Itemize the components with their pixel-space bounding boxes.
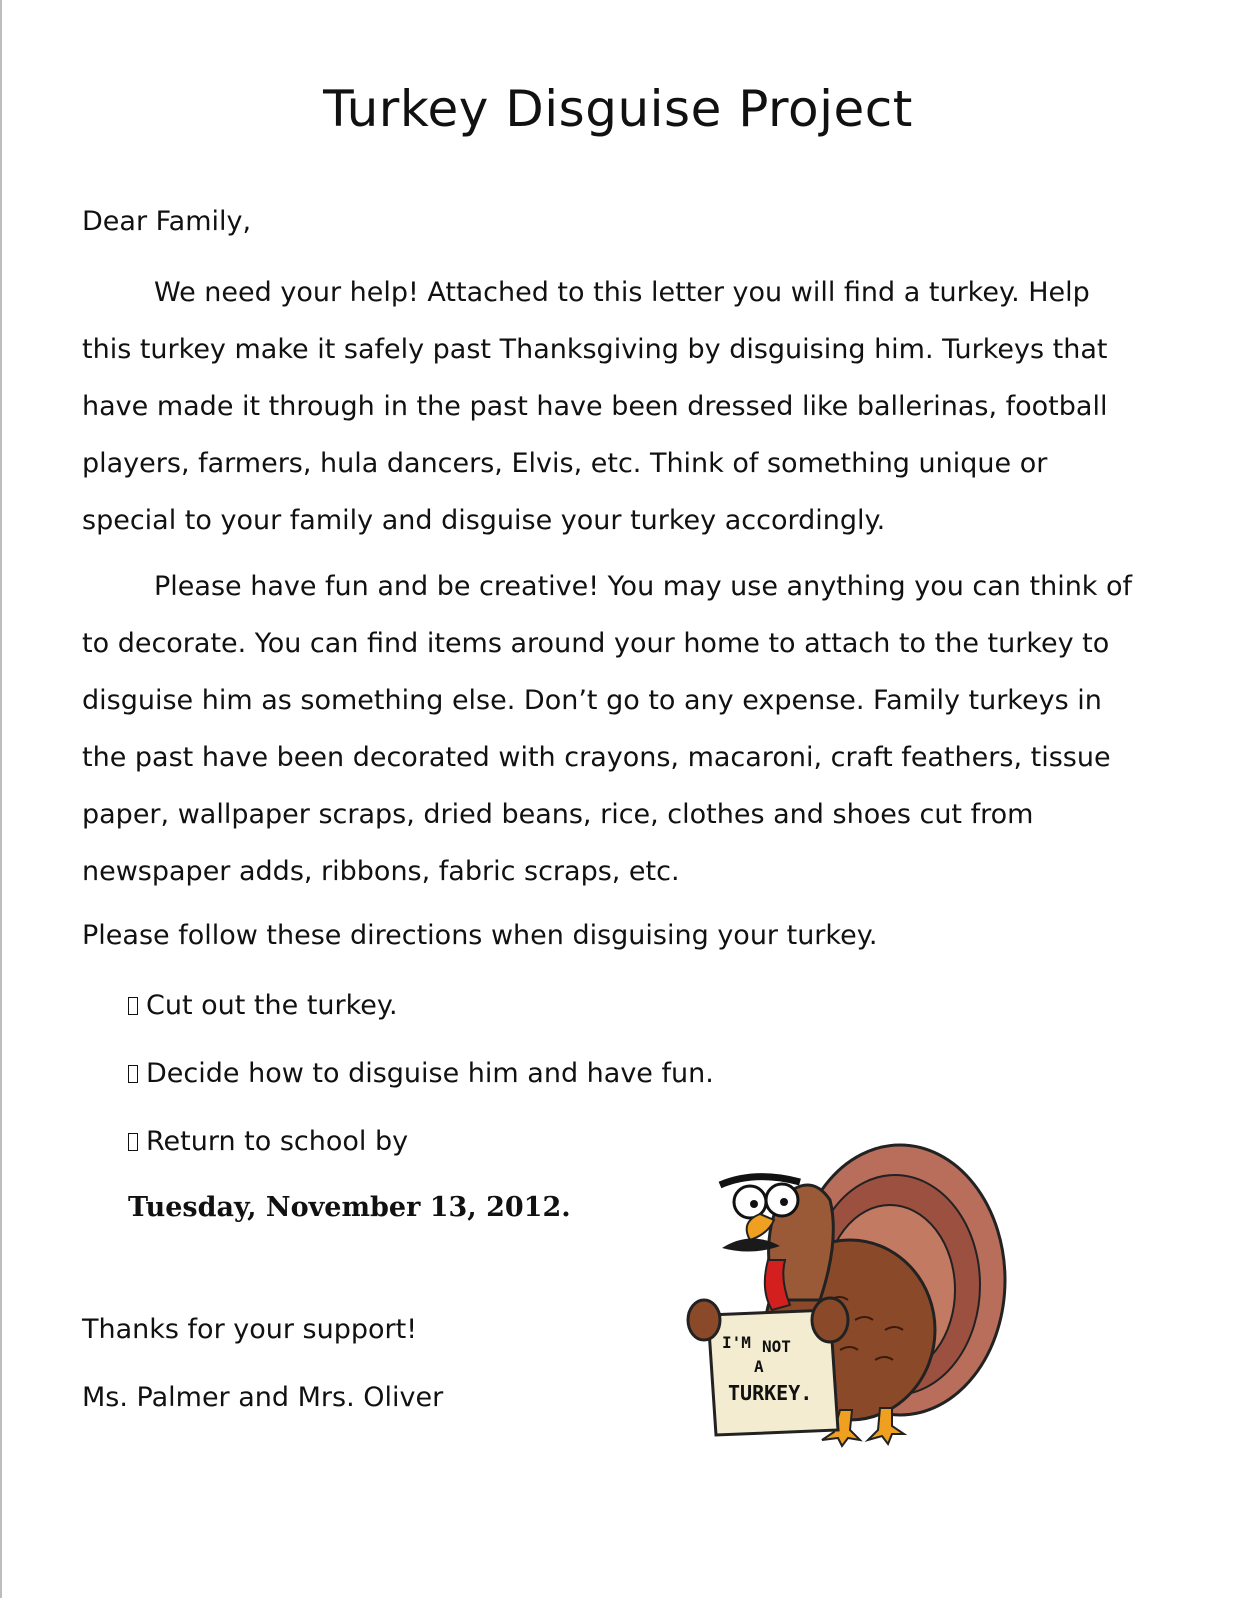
directions-list (128, 986, 714, 1190)
sign-text-line3: A (754, 1357, 764, 1376)
signature: Ms. Palmer and Mrs. Oliver (82, 1382, 444, 1413)
disguised-turkey-illustration (680, 1130, 1020, 1460)
bullet-box-icon (128, 1065, 138, 1083)
due-date: Tuesday, November 13, 2012. (128, 1192, 571, 1223)
sign-text-line2: NOT (762, 1337, 791, 1356)
page-title: Turkey Disguise Project (323, 80, 913, 138)
list-item (128, 1054, 714, 1122)
bullet-box-icon (128, 997, 138, 1015)
closing-line: Thanks for your support! (82, 1314, 418, 1345)
sign-text-line4: TURKEY. (728, 1381, 813, 1405)
glasses-disguise (720, 1177, 800, 1218)
paragraph-instructions: Please have fun and be creative! You may use anything you can think of to decorate. You can find items around your home to attach to the turkey to disguise him as something else. Don’t go to any expense. Family turkeys in the past have been decorated with crayons, macaroni, craft feathers, tissue paper, wallpaper scraps, dried beans, rice, clothes and shoes cut from newspaper adds, ribbons, fabric scraps, etc. (82, 571, 1133, 887)
greeting: Dear Family, (82, 206, 252, 237)
list-item (128, 986, 714, 1054)
step-text: Cut out the turkey. (146, 990, 398, 1021)
step-text: Decide how to disguise him and have fun. (146, 1058, 714, 1089)
bullet-box-icon (128, 1133, 138, 1151)
sign-text-line1: I'M (722, 1333, 751, 1352)
step-text: Return to school by (146, 1126, 409, 1157)
paragraph-intro: We need your help! Attached to this letter you will find a turkey. Help this turkey make it safely past Thanksgiving by disguising him. Turkeys that have made it through in the past have been dressed like ballerinas, football players, farmers, hula dancers, Elvis, etc. Think of something unique or special to your family and disguise your turkey accordingly. (82, 277, 1108, 536)
list-item (128, 1122, 714, 1190)
directions-intro: Please follow these directions when disguising your turkey. (82, 920, 878, 951)
